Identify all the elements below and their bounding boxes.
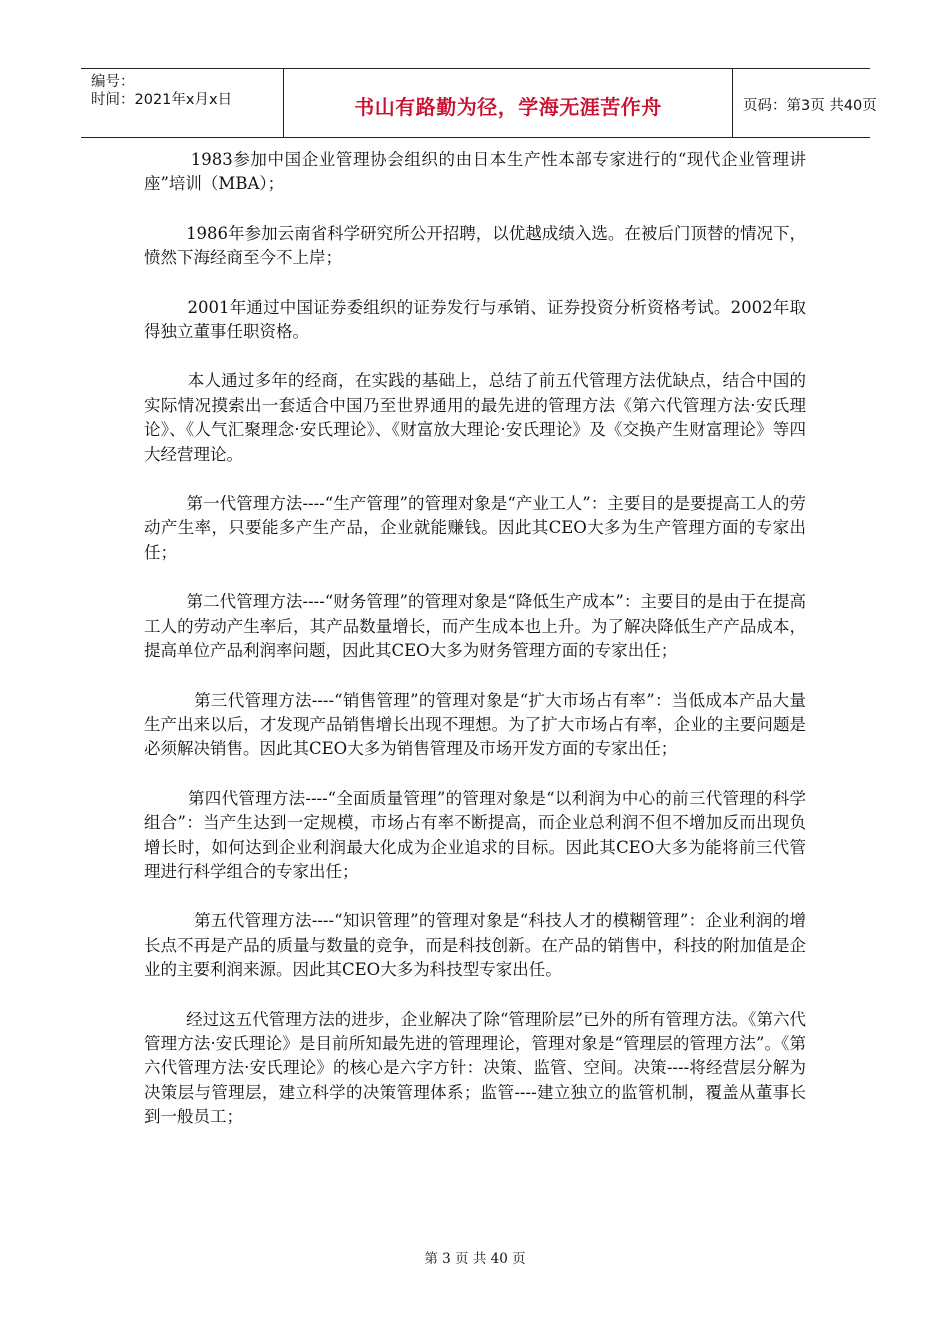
header-motto-cell — [284, 69, 733, 137]
paragraph-gen5: 第五代管理方法----“知识管理”的管理对象是“科技人才的模糊管理”：企业利润的增长点不再是产品的质量与数量的竞争，而是科技创新。在产品的销售中，科技的附加值是企业的主要利润来源。因此其CEO大多为科技型专家出任。 — [144, 911, 806, 980]
paragraph-2001: 2001年通过中国证券委组织的证券发行与承销、证券投资分析资格考试。2002年取得独立董事任职资格。 — [144, 297, 806, 342]
paragraph-gen1: 第一代管理方法----“生产管理”的管理对象是“产业工人”：主要目的是要提高工人的劳动产生率，只要能多产生产品，企业就能赚钱。因此其CEO大多为生产管理方面的专家出任； — [144, 494, 806, 562]
page-header — [81, 68, 877, 138]
page-code: 页码：第3页 共40页 — [743, 98, 877, 114]
page-footer: 第 3 页 共 40 页 — [424, 1251, 526, 1267]
paragraph-theories: 本人通过多年的经商，在实践的基础上，总结了前五代管理方法优缺点，结合中国的实际情况摸索出一套适合中国乃至世界通用的最先进的管理方法《第六代管理方法·安氏理论》、《人气汇聚理念·安氏理论》、《财富放大理论·安氏理论》及《交换产生财富理论》等四大经营理论。 — [144, 371, 807, 464]
header-info-cell — [81, 69, 284, 137]
header-page-cell — [733, 69, 877, 137]
paragraph-gen6: 经过这五代管理方法的进步，企业解决了除“管理阶层”已外的所有管理方法。《第六代管理方法·安氏理论》是目前所知最先进的管理理论，管理对象是“管理层的管理方法”。《第六代管理方法·安氏理论》的核心是六字方针：决策、监管、空间。决策----将经营层分解为决策层与管理层，建立科学的决策管理体系；监管----建立独立的监管机制，覆盖从董事长到一般员工； — [144, 1009, 806, 1127]
document-body — [144, 148, 806, 1155]
motto-text: 书山有路勤为径，学海无涯苦作舟 — [354, 95, 662, 119]
date-label: 时间：2021年x月x日 — [91, 92, 233, 108]
paragraph-gen3: 第三代管理方法----“销售管理”的管理对象是“扩大市场占有率”：当低成本产品大量生产出来以后，才发现产品销售增长出现不理想。为了扩大市场占有率，企业的主要问题是必须解决销售。因此其CEO大多为销售管理及市场开发方面的专家出任； — [144, 690, 806, 759]
paragraph-1986: 1986年参加云南省科学研究所公开招聘，以优越成绩入选。在被后门顶替的情况下，愤然下海经商至今不上岸； — [144, 223, 806, 268]
paragraph-1983-mba: 1983参加中国企业管理协会组织的由日本生产性本部专家进行的“现代企业管理讲座”培训（MBA）； — [144, 150, 806, 194]
paragraph-gen4: 第四代管理方法----“全面质量管理”的管理对象是“以利润为中心的前三代管理的科学组合”：当产生达到一定规模，市场占有率不断提高，而企业总利润不但不增加反而出现负增长时，如何达到企业利润最大化成为企业追求的目标。因此其CEO大多为能将前三代管理进行科学组合的专家出任； — [144, 788, 806, 881]
serial-number-label: 编号： — [91, 74, 135, 90]
paragraph-gen2: 第二代管理方法----“财务管理”的管理对象是“降低生产成本”：主要目的是由于在提高工人的劳动产生率后，其产品数量增长，而产生成本也上升。为了解决降低生产产品成本，提高单位产品利润率问题，因此其CEO大多为财务管理方面的专家出任； — [144, 592, 806, 661]
